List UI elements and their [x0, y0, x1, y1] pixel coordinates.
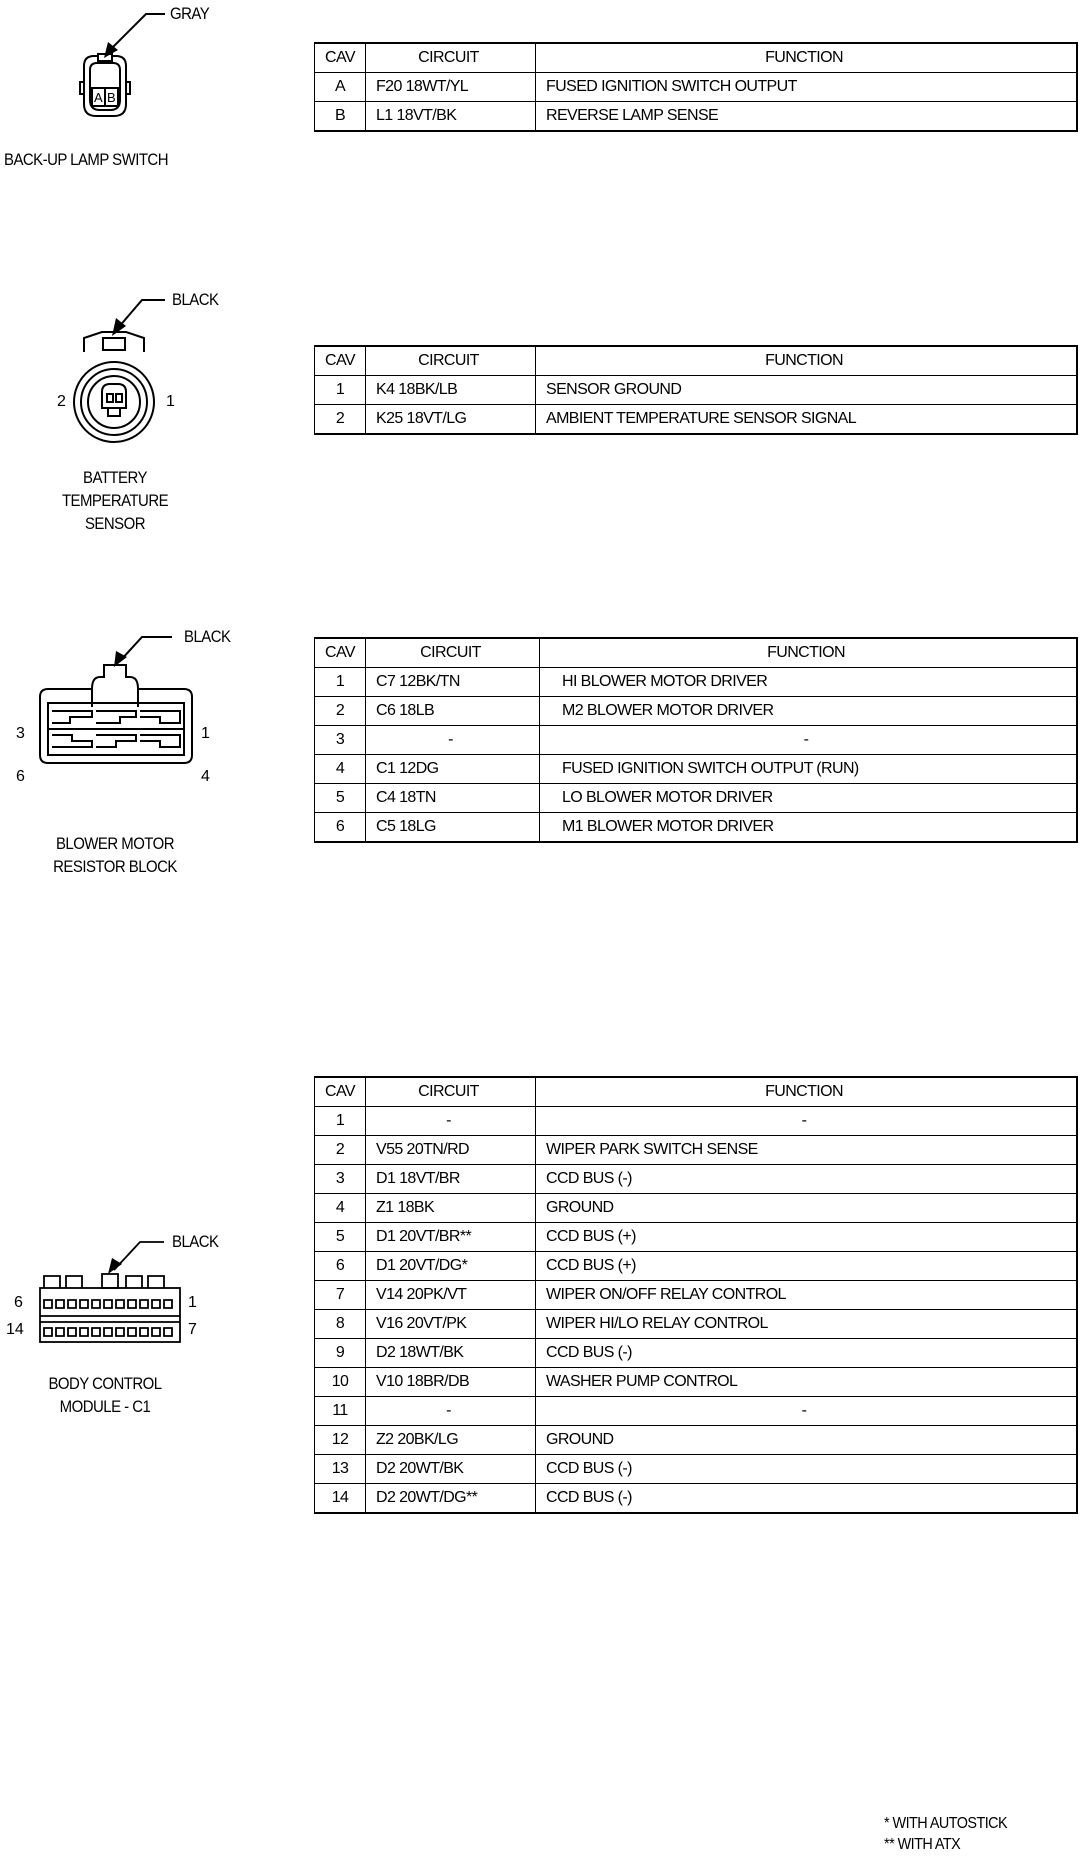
header-cav: CAV	[315, 43, 366, 73]
cell-function: CCD BUS (-)	[536, 1165, 1078, 1194]
connector-name-line: MODULE - C1	[59, 1397, 151, 1416]
cell-circuit: Z1 18BK	[366, 1194, 536, 1223]
connector-name-line: SENSOR	[84, 514, 146, 533]
cell-cav: 7	[315, 1281, 366, 1310]
cell-circuit: -	[366, 1107, 536, 1136]
table-row	[315, 1281, 1078, 1310]
cell-function: FUSED IGNITION SWITCH OUTPUT	[536, 73, 1078, 102]
pin-label-6: 6	[14, 1294, 23, 1311]
table-row	[315, 726, 1078, 755]
cell-function: -	[536, 1107, 1078, 1136]
table-row	[315, 1165, 1078, 1194]
connector-color-label: BLACK	[184, 627, 231, 646]
header-function: FUNCTION	[540, 638, 1078, 668]
pin-label-4: 4	[201, 768, 210, 785]
table-row	[315, 1252, 1078, 1281]
table-row	[315, 813, 1078, 843]
table-row	[315, 376, 1078, 405]
pin-label-2: 2	[57, 393, 66, 410]
cell-cav: 12	[315, 1426, 366, 1455]
cell-circuit: V14 20PK/VT	[366, 1281, 536, 1310]
table-row	[315, 1426, 1078, 1455]
cell-function: FUSED IGNITION SWITCH OUTPUT (RUN)	[540, 755, 1078, 784]
cell-cav: 14	[315, 1484, 366, 1514]
cell-cav: 6	[315, 1252, 366, 1281]
cell-cav: 3	[315, 726, 366, 755]
cell-cav: 4	[315, 1194, 366, 1223]
body-control-module-c1-connector	[0, 1230, 260, 1430]
table-row	[315, 1136, 1078, 1165]
cell-function: AMBIENT TEMPERATURE SENSOR SIGNAL	[536, 405, 1078, 435]
connector-name	[39, 1372, 171, 1418]
pin-label-7: 7	[188, 1321, 197, 1338]
header-cav: CAV	[315, 638, 366, 668]
cell-function: CCD BUS (+)	[536, 1223, 1078, 1252]
cell-circuit: C7 12BK/TN	[366, 668, 540, 697]
cell-cav: 8	[315, 1310, 366, 1339]
pin-label-1: 1	[201, 725, 210, 742]
table-row	[315, 1310, 1078, 1339]
cell-cav: 4	[315, 755, 366, 784]
cell-function: SENSOR GROUND	[536, 376, 1078, 405]
cell-cav: 2	[315, 1136, 366, 1165]
cell-cav: 3	[315, 1165, 366, 1194]
battery-temperature-sensor-connector	[0, 280, 260, 550]
table-row	[315, 1107, 1078, 1136]
connector-name-line: BLOWER MOTOR	[55, 834, 175, 853]
cell-function: WIPER ON/OFF RELAY CONTROL	[536, 1281, 1078, 1310]
header-circuit: CIRCUIT	[366, 346, 536, 376]
footnote-autostick: * WITH AUTOSTICK	[884, 1815, 1008, 1832]
cell-circuit: D1 20VT/BR**	[366, 1223, 536, 1252]
footnotes	[884, 1813, 1007, 1855]
battery-temperature-sensor-drawing	[0, 280, 260, 480]
connector-name-line: BODY CONTROL	[48, 1374, 162, 1393]
backup-lamp-switch-connector	[0, 0, 240, 169]
table-row	[315, 1223, 1078, 1252]
cell-circuit: D2 20WT/DG**	[366, 1484, 536, 1514]
cell-circuit: D2 20WT/BK	[366, 1455, 536, 1484]
cell-cav: A	[315, 73, 366, 102]
header-circuit: CIRCUIT	[366, 1077, 536, 1107]
table-row	[315, 1397, 1078, 1426]
header-cav: CAV	[315, 1077, 366, 1107]
cell-circuit: V55 20TN/RD	[366, 1136, 536, 1165]
cell-function: M1 BLOWER MOTOR DRIVER	[540, 813, 1078, 843]
cell-cav: 1	[315, 668, 366, 697]
cell-cav: B	[315, 102, 366, 132]
pin-label-1: 1	[188, 1294, 197, 1311]
table-row	[315, 1484, 1078, 1514]
backup-lamp-switch-pinout-table	[314, 42, 1078, 132]
cell-cav: 13	[315, 1455, 366, 1484]
cell-function: CCD BUS (-)	[536, 1484, 1078, 1514]
header-cav: CAV	[315, 346, 366, 376]
cell-function: CCD BUS (-)	[536, 1455, 1078, 1484]
connector-name-line: TEMPERATURE	[61, 491, 169, 510]
connector-name	[49, 466, 181, 535]
table-row	[315, 1339, 1078, 1368]
pin-label-1: 1	[166, 393, 175, 410]
blower-motor-resistor-block-connector	[0, 615, 260, 895]
table-row	[315, 668, 1078, 697]
table-header-row	[315, 638, 1078, 668]
pin-label-14: 14	[6, 1321, 24, 1338]
cell-circuit: V10 18BR/DB	[366, 1368, 536, 1397]
table-row	[315, 102, 1078, 132]
cell-cav: 5	[315, 784, 366, 813]
cell-circuit: C6 18LB	[366, 697, 540, 726]
cell-cav: 5	[315, 1223, 366, 1252]
cell-cav: 10	[315, 1368, 366, 1397]
cell-function: WASHER PUMP CONTROL	[536, 1368, 1078, 1397]
connector-name: BACK-UP LAMP SWITCH	[4, 150, 168, 169]
cell-function: REVERSE LAMP SENSE	[536, 102, 1078, 132]
cell-circuit: C4 18TN	[366, 784, 540, 813]
cell-cav: 9	[315, 1339, 366, 1368]
table-row	[315, 73, 1078, 102]
cell-circuit: K25 18VT/LG	[366, 405, 536, 435]
pin-label-3: 3	[16, 725, 25, 742]
body-control-module-c1-pinout-table	[314, 1076, 1078, 1514]
cell-function: -	[536, 1397, 1078, 1426]
cell-function: LO BLOWER MOTOR DRIVER	[540, 784, 1078, 813]
cell-circuit: C5 18LG	[366, 813, 540, 843]
cell-circuit: D1 18VT/BR	[366, 1165, 536, 1194]
table-header-row	[315, 1077, 1078, 1107]
cell-circuit: -	[366, 726, 540, 755]
footnote-atx: ** WITH ATX	[884, 1836, 961, 1853]
pin-label-a: A	[94, 90, 103, 105]
cell-function: WIPER HI/LO RELAY CONTROL	[536, 1310, 1078, 1339]
pin-label-6: 6	[16, 768, 25, 785]
connector-name	[40, 832, 190, 878]
header-function: FUNCTION	[536, 43, 1078, 73]
connector-color-label: GRAY	[170, 4, 210, 23]
table-row	[315, 1194, 1078, 1223]
cell-cav: 2	[315, 697, 366, 726]
battery-temperature-sensor-pinout-table	[314, 345, 1078, 435]
cell-circuit: K4 18BK/LB	[366, 376, 536, 405]
cell-cav: 1	[315, 1107, 366, 1136]
cell-cav: 11	[315, 1397, 366, 1426]
cell-function: WIPER PARK SWITCH SENSE	[536, 1136, 1078, 1165]
header-function: FUNCTION	[536, 1077, 1078, 1107]
header-circuit: CIRCUIT	[366, 638, 540, 668]
table-row	[315, 1368, 1078, 1397]
cell-function: -	[540, 726, 1078, 755]
cell-function: CCD BUS (+)	[536, 1252, 1078, 1281]
cell-circuit: D2 18WT/BK	[366, 1339, 536, 1368]
connector-color-label: BLACK	[172, 290, 219, 309]
cell-function: CCD BUS (-)	[536, 1339, 1078, 1368]
table-row	[315, 755, 1078, 784]
cell-function: M2 BLOWER MOTOR DRIVER	[540, 697, 1078, 726]
cell-circuit: D1 20VT/DG*	[366, 1252, 536, 1281]
pin-label-b: B	[107, 90, 116, 105]
cell-circuit: C1 12DG	[366, 755, 540, 784]
header-circuit: CIRCUIT	[366, 43, 536, 73]
table-row	[315, 784, 1078, 813]
connector-name-line: RESISTOR BLOCK	[53, 857, 177, 876]
body-control-module-c1-drawing	[0, 1230, 260, 1370]
cell-cav: 6	[315, 813, 366, 843]
cell-circuit: Z2 20BK/LG	[366, 1426, 536, 1455]
table-header-row	[315, 346, 1078, 376]
table-header-row	[315, 43, 1078, 73]
cell-circuit: F20 18WT/YL	[366, 73, 536, 102]
blower-motor-resistor-block-pinout-table	[314, 637, 1078, 843]
cell-circuit: L1 18VT/BK	[366, 102, 536, 132]
cell-cav: 1	[315, 376, 366, 405]
cell-cav: 2	[315, 405, 366, 435]
connector-color-label: BLACK	[172, 1232, 219, 1251]
cell-circuit: V16 20VT/PK	[366, 1310, 536, 1339]
cell-circuit: -	[366, 1397, 536, 1426]
table-row	[315, 697, 1078, 726]
cell-function: HI BLOWER MOTOR DRIVER	[540, 668, 1078, 697]
connector-name-line: BATTERY	[83, 468, 147, 487]
cell-function: GROUND	[536, 1194, 1078, 1223]
table-row	[315, 405, 1078, 435]
table-row	[315, 1455, 1078, 1484]
cell-function: GROUND	[536, 1426, 1078, 1455]
header-function: FUNCTION	[536, 346, 1078, 376]
